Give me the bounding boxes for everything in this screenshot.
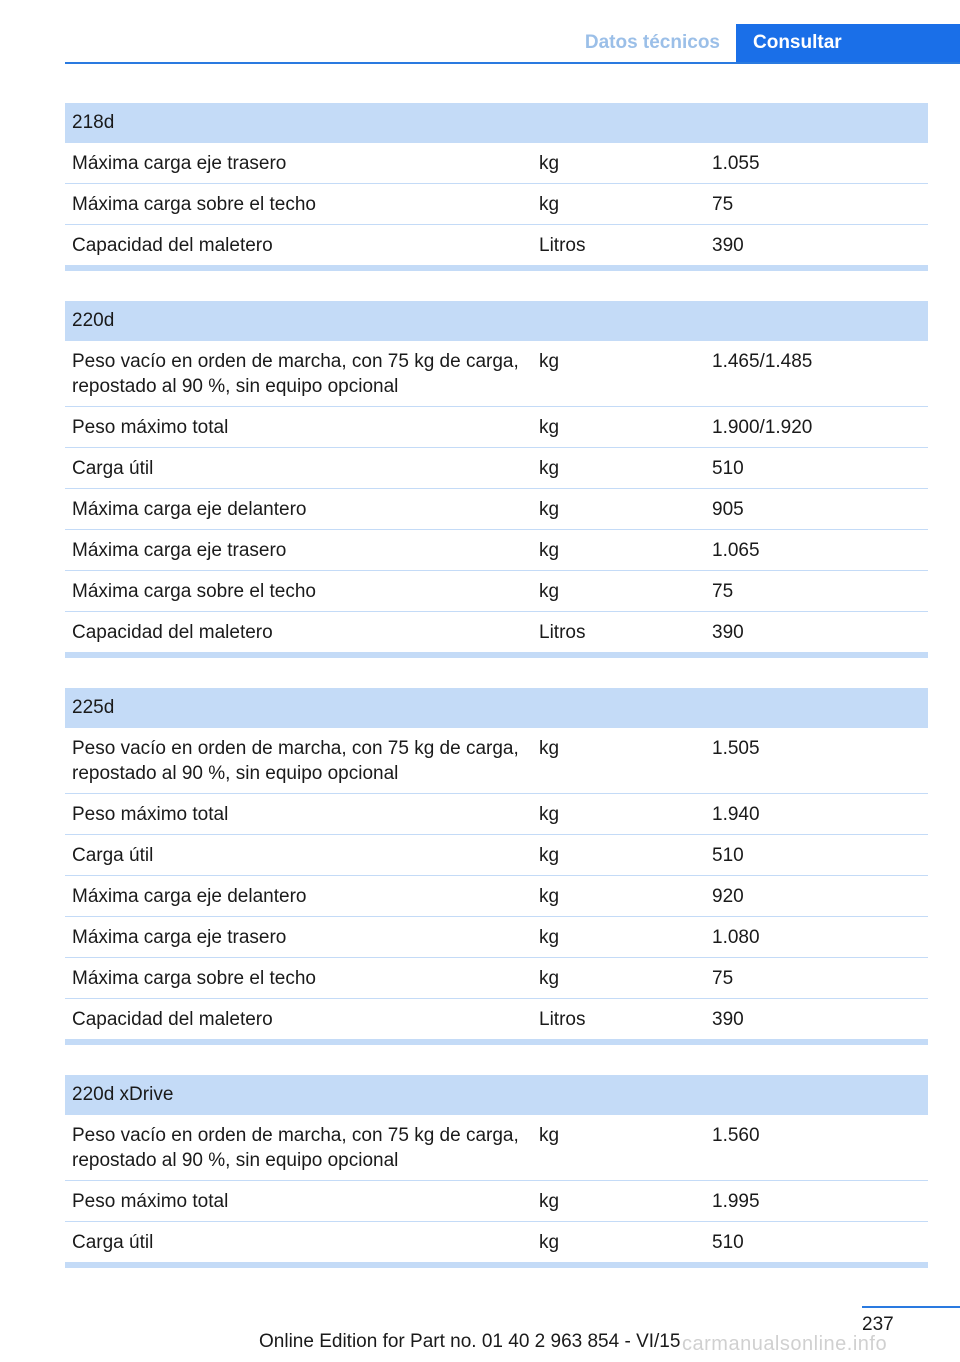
row-unit: kg bbox=[539, 845, 560, 866]
row-label: Peso vacío en orden de marcha, con 75 kg de carga, repostado al 90 %, sin equipo opcional bbox=[72, 738, 519, 784]
table-row bbox=[65, 917, 928, 958]
row-unit: kg bbox=[539, 351, 560, 372]
row-label: Máxima carga eje trasero bbox=[72, 153, 287, 174]
spec-table bbox=[65, 103, 928, 271]
row-unit: kg bbox=[539, 1232, 560, 1253]
row-unit: kg bbox=[539, 153, 560, 174]
row-label: Peso máximo total bbox=[72, 804, 229, 825]
row-value: 1.940 bbox=[712, 804, 760, 825]
table-row bbox=[65, 1222, 928, 1262]
table-row bbox=[65, 612, 928, 652]
row-value: 1.900/1.920 bbox=[712, 417, 813, 438]
spec-table bbox=[65, 1075, 928, 1268]
row-label: Máxima carga eje trasero bbox=[72, 927, 287, 948]
edition-text: Online Edition for Part no. 01 40 2 963 854 - VI/15 bbox=[259, 1331, 681, 1352]
row-label: Máxima carga eje trasero bbox=[72, 540, 287, 561]
row-value: 75 bbox=[712, 581, 734, 602]
row-value: 390 bbox=[712, 1009, 744, 1030]
table-row bbox=[65, 958, 928, 999]
row-unit: kg bbox=[539, 194, 560, 215]
row-unit: kg bbox=[539, 581, 560, 602]
table-body bbox=[65, 143, 928, 271]
row-value: 510 bbox=[712, 1232, 744, 1253]
section-title[interactable]: Datos técnicos bbox=[584, 32, 720, 53]
row-label: Carga útil bbox=[72, 845, 154, 866]
row-unit: kg bbox=[539, 417, 560, 438]
row-value: 1.465/1.485 bbox=[712, 351, 813, 372]
row-label: Peso máximo total bbox=[72, 1191, 229, 1212]
row-label: Carga útil bbox=[72, 1232, 154, 1253]
row-value: 1.080 bbox=[712, 927, 760, 948]
row-label: Máxima carga eje delantero bbox=[72, 499, 307, 520]
table-row bbox=[65, 794, 928, 835]
row-unit: kg bbox=[539, 458, 560, 479]
row-value: 1.995 bbox=[712, 1191, 760, 1212]
table-row bbox=[65, 835, 928, 876]
table-title: 218d bbox=[65, 103, 928, 143]
row-value: 510 bbox=[712, 458, 744, 479]
row-unit: kg bbox=[539, 968, 560, 989]
row-unit: kg bbox=[539, 499, 560, 520]
table-row bbox=[65, 1181, 928, 1222]
row-value: 905 bbox=[712, 499, 744, 520]
row-unit: kg bbox=[539, 804, 560, 825]
row-value: 1.505 bbox=[712, 738, 760, 759]
row-unit: kg bbox=[539, 540, 560, 561]
row-value: 75 bbox=[712, 194, 734, 215]
row-label: Capacidad del maletero bbox=[72, 622, 273, 643]
row-label: Peso vacío en orden de marcha, con 75 kg de carga, repostado al 90 %, sin equipo opcional bbox=[72, 1125, 519, 1171]
row-value: 390 bbox=[712, 622, 744, 643]
spec-table bbox=[65, 688, 928, 1045]
row-value: 390 bbox=[712, 235, 744, 256]
table-body bbox=[65, 1115, 928, 1268]
spec-table bbox=[65, 301, 928, 658]
row-unit: kg bbox=[539, 927, 560, 948]
row-unit: kg bbox=[539, 1125, 560, 1146]
table-row bbox=[65, 184, 928, 225]
watermark: carmanualsonline.info bbox=[682, 1333, 888, 1355]
table-row bbox=[65, 999, 928, 1039]
table-row bbox=[65, 225, 928, 265]
table-row bbox=[65, 876, 928, 917]
table-row bbox=[65, 571, 928, 612]
row-label: Máxima carga sobre el techo bbox=[72, 194, 316, 215]
row-label: Peso vacío en orden de marcha, con 75 kg de carga, repostado al 90 %, sin equipo opcional bbox=[72, 351, 519, 397]
row-label: Máxima carga eje delantero bbox=[72, 886, 307, 907]
row-label: Peso máximo total bbox=[72, 417, 229, 438]
row-unit: kg bbox=[539, 1191, 560, 1212]
row-value: 1.055 bbox=[712, 153, 760, 174]
row-value: 920 bbox=[712, 886, 744, 907]
row-label: Capacidad del maletero bbox=[72, 235, 273, 256]
row-value: 1.065 bbox=[712, 540, 760, 561]
page-header bbox=[65, 24, 960, 64]
table-title: 225d bbox=[65, 688, 928, 728]
table-title: 220d xDrive bbox=[65, 1075, 928, 1115]
table-row bbox=[65, 143, 928, 184]
row-unit: Litros bbox=[539, 622, 586, 643]
table-row bbox=[65, 448, 928, 489]
spec-tables bbox=[65, 103, 928, 1298]
row-label: Máxima carga sobre el techo bbox=[72, 581, 316, 602]
row-unit: kg bbox=[539, 738, 560, 759]
table-row bbox=[65, 728, 928, 794]
row-value: 1.560 bbox=[712, 1125, 760, 1146]
table-body bbox=[65, 341, 928, 658]
row-unit: Litros bbox=[539, 235, 586, 256]
row-unit: Litros bbox=[539, 1009, 586, 1030]
table-row bbox=[65, 530, 928, 571]
page-number-text: 237 bbox=[862, 1314, 894, 1335]
row-label: Carga útil bbox=[72, 458, 154, 479]
table-row bbox=[65, 341, 928, 407]
row-label: Máxima carga sobre el techo bbox=[72, 968, 316, 989]
tab-consultar[interactable]: Consultar bbox=[736, 24, 960, 62]
table-row bbox=[65, 1115, 928, 1181]
table-row bbox=[65, 407, 928, 448]
table-row bbox=[65, 489, 928, 530]
table-title: 220d bbox=[65, 301, 928, 341]
row-unit: kg bbox=[539, 886, 560, 907]
row-value: 75 bbox=[712, 968, 734, 989]
row-label: Capacidad del maletero bbox=[72, 1009, 273, 1030]
row-value: 510 bbox=[712, 845, 744, 866]
table-body bbox=[65, 728, 928, 1045]
